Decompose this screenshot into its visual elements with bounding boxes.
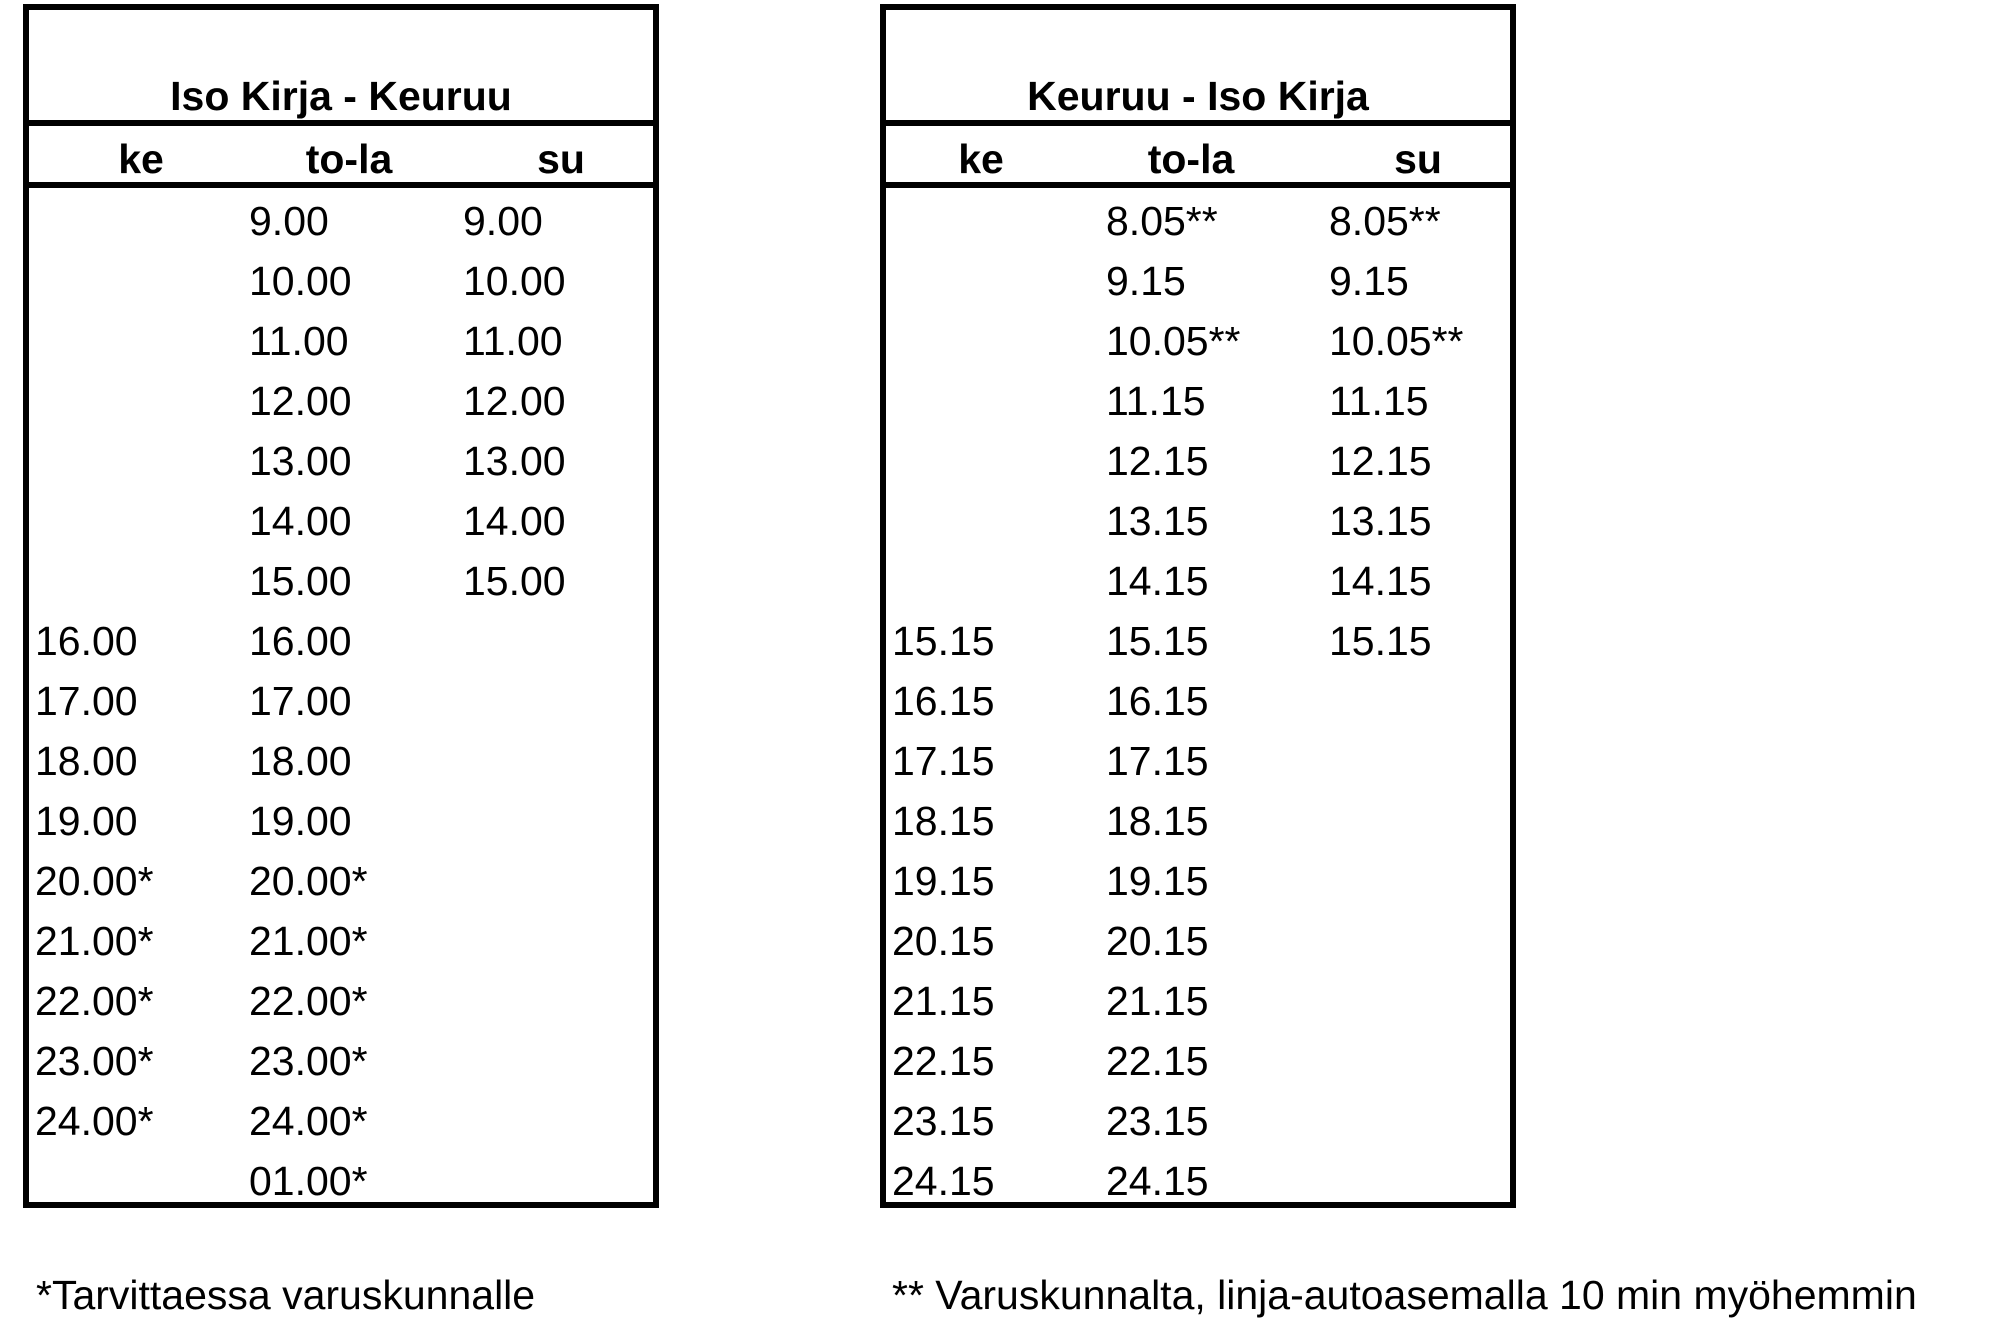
time-cell-ke: 16.00	[35, 618, 138, 664]
time-cell-to-la: 11.00	[249, 318, 349, 364]
time-cell-to-la: 24.00*	[249, 1098, 368, 1144]
time-cell-su: 11.00	[463, 318, 563, 364]
column-header-to-la: to-la	[1147, 136, 1235, 182]
time-cell-su: 10.05**	[1329, 318, 1464, 364]
time-cell-ke: 17.15	[892, 738, 995, 784]
time-cell-su: 8.05**	[1329, 198, 1441, 244]
time-cell-su: 13.15	[1329, 498, 1432, 544]
time-cell-to-la: 20.00*	[249, 858, 368, 904]
time-cell-ke: 18.15	[892, 798, 995, 844]
timetable-iso-kirja-keuruu	[23, 4, 659, 1208]
table-row	[886, 494, 1510, 554]
time-cell-to-la: 11.15	[1106, 378, 1206, 424]
time-cell-to-la: 9.00	[249, 198, 329, 244]
column-headers	[886, 126, 1510, 188]
time-cell-to-la: 10.00	[249, 258, 352, 304]
table-row	[29, 314, 653, 374]
time-cell-to-la: 13.15	[1106, 498, 1209, 544]
table-row	[29, 974, 653, 1034]
table-row	[29, 674, 653, 734]
table-row	[29, 794, 653, 854]
table-row	[29, 854, 653, 914]
column-header-ke: ke	[958, 136, 1004, 182]
time-cell-to-la: 14.00	[249, 498, 352, 544]
time-cell-ke: 24.00*	[35, 1098, 154, 1144]
time-cell-su: 12.00	[463, 378, 566, 424]
table-row	[29, 254, 653, 314]
time-cell-to-la: 9.15	[1106, 258, 1186, 304]
time-cell-ke: 24.15	[892, 1158, 995, 1204]
time-cell-to-la: 8.05**	[1106, 198, 1218, 244]
table-row	[29, 1154, 653, 1214]
time-cell-su: 14.15	[1329, 558, 1432, 604]
time-cell-ke: 22.00*	[35, 978, 154, 1024]
time-cell-to-la: 23.00*	[249, 1038, 368, 1084]
time-cell-su: 15.15	[1329, 618, 1432, 664]
time-cell-to-la: 21.00*	[249, 918, 368, 964]
time-cell-to-la: 24.15	[1106, 1158, 1209, 1204]
time-cell-to-la: 14.15	[1106, 558, 1209, 604]
time-cell-to-la: 20.15	[1106, 918, 1209, 964]
timetable-body	[29, 194, 653, 1214]
time-cell-ke: 22.15	[892, 1038, 995, 1084]
time-cell-ke: 18.00	[35, 738, 138, 784]
time-cell-to-la: 19.00	[249, 798, 352, 844]
time-cell-su: 15.00	[463, 558, 566, 604]
table-row	[886, 974, 1510, 1034]
table-row	[886, 734, 1510, 794]
timetable-body	[886, 194, 1510, 1214]
timetable-keuruu-iso-kirja	[880, 4, 1516, 1208]
time-cell-to-la: 13.00	[249, 438, 352, 484]
table-row	[29, 914, 653, 974]
timetable-title: Keuruu - Iso Kirja	[886, 10, 1510, 126]
time-cell-to-la: 17.15	[1106, 738, 1209, 784]
time-cell-ke: 19.15	[892, 858, 995, 904]
table-row	[886, 1154, 1510, 1214]
time-cell-to-la: 15.00	[249, 558, 352, 604]
time-cell-ke: 20.00*	[35, 858, 154, 904]
table-row	[29, 734, 653, 794]
time-cell-ke: 20.15	[892, 918, 995, 964]
time-cell-ke: 21.00*	[35, 918, 154, 964]
time-cell-to-la: 10.05**	[1106, 318, 1241, 364]
time-cell-to-la: 18.00	[249, 738, 352, 784]
time-cell-to-la: 18.15	[1106, 798, 1209, 844]
table-row	[886, 614, 1510, 674]
footnote-single-star: *Tarvittaessa varuskunnalle	[36, 1272, 536, 1318]
table-row	[886, 254, 1510, 314]
column-header-ke: ke	[118, 136, 164, 182]
table-row	[29, 494, 653, 554]
table-row	[886, 194, 1510, 254]
table-row	[886, 434, 1510, 494]
time-cell-to-la: 12.15	[1106, 438, 1209, 484]
time-cell-to-la: 22.15	[1106, 1038, 1209, 1084]
time-cell-su: 12.15	[1329, 438, 1432, 484]
table-row	[886, 794, 1510, 854]
column-header-su: su	[1394, 136, 1442, 182]
time-cell-ke: 23.15	[892, 1098, 995, 1144]
footnote-double-star: ** Varuskunnalta, linja-autoasemalla 10 min myöhemmin	[892, 1272, 1917, 1318]
table-row	[886, 1034, 1510, 1094]
column-headers	[29, 126, 653, 188]
time-cell-to-la: 15.15	[1106, 618, 1209, 664]
time-cell-ke: 16.15	[892, 678, 995, 724]
table-row	[886, 674, 1510, 734]
time-cell-ke: 15.15	[892, 618, 995, 664]
time-cell-su: 13.00	[463, 438, 566, 484]
time-cell-to-la: 16.15	[1106, 678, 1209, 724]
time-cell-su: 9.15	[1329, 258, 1409, 304]
time-cell-ke: 17.00	[35, 678, 138, 724]
time-cell-su: 14.00	[463, 498, 566, 544]
table-row	[29, 614, 653, 674]
time-cell-ke: 21.15	[892, 978, 995, 1024]
time-cell-su: 9.00	[463, 198, 543, 244]
time-cell-ke: 19.00	[35, 798, 138, 844]
table-row	[29, 1034, 653, 1094]
time-cell-su: 11.15	[1329, 378, 1429, 424]
column-header-to-la: to-la	[305, 136, 393, 182]
table-row	[29, 1094, 653, 1154]
time-cell-to-la: 23.15	[1106, 1098, 1209, 1144]
table-row	[886, 554, 1510, 614]
table-row	[886, 314, 1510, 374]
table-row	[29, 554, 653, 614]
table-row	[886, 374, 1510, 434]
table-row	[886, 1094, 1510, 1154]
time-cell-to-la: 12.00	[249, 378, 352, 424]
column-header-su: su	[537, 136, 585, 182]
time-cell-su: 10.00	[463, 258, 566, 304]
table-row	[29, 434, 653, 494]
table-row	[886, 914, 1510, 974]
time-cell-to-la: 22.00*	[249, 978, 368, 1024]
time-cell-to-la: 16.00	[249, 618, 352, 664]
table-row	[29, 374, 653, 434]
table-row	[29, 194, 653, 254]
time-cell-to-la: 19.15	[1106, 858, 1209, 904]
time-cell-to-la: 17.00	[249, 678, 352, 724]
timetable-title: Iso Kirja - Keuruu	[29, 10, 653, 126]
table-row	[886, 854, 1510, 914]
time-cell-to-la: 01.00*	[249, 1158, 368, 1204]
time-cell-to-la: 21.15	[1106, 978, 1209, 1024]
time-cell-ke: 23.00*	[35, 1038, 154, 1084]
